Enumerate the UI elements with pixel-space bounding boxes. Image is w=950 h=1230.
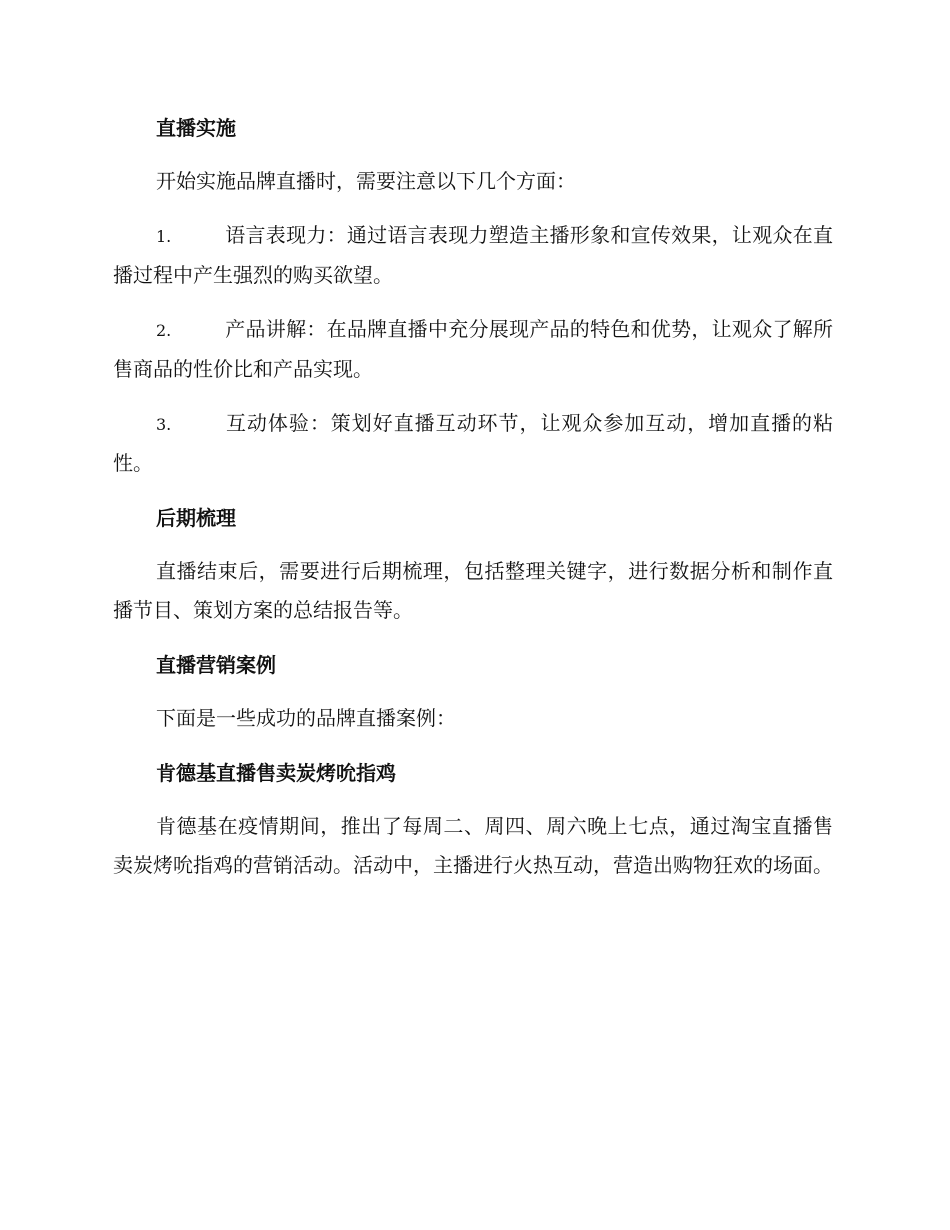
section-heading-kfc-case: 肯德基直播售卖炭烤吮指鸡 (156, 761, 396, 785)
list-text-1: 语言表现力：通过语言表现力塑造主播形象和宣传效果，让观众在直播过程中产生强烈的购买欲望。 (113, 223, 833, 287)
live-execution-intro: 开始实施品牌直播时，需要注意以下几个方面： (156, 169, 576, 193)
section-heading-post-review: 后期梳理 (156, 506, 236, 530)
list-number-1: 1. (156, 227, 172, 246)
list-item-3 (113, 404, 833, 483)
post-review-body: 直播结束后，需要进行后期梳理，包括整理关键字，进行数据分析和制作直播节目、策划方案的总结报告等。 (113, 559, 833, 622)
document-page (113, 108, 833, 900)
section-heading-cases: 直播营销案例 (156, 653, 276, 677)
list-number-3: 3. (156, 415, 172, 434)
cases-intro: 下面是一些成功的品牌直播案例： (156, 706, 456, 730)
list-text-2: 产品讲解：在品牌直播中充分展现产品的特色和优势，让观众了解所售商品的性价比和产品实现。 (113, 317, 833, 381)
kfc-case-body: 肯德基在疫情期间，推出了每周二、周四、周六晚上七点，通过淘宝直播售卖炭烤吮指鸡的营销活动。活动中，主播进行火热互动，营造出购物狂欢的场面。 (113, 814, 833, 877)
list-number-2: 2. (156, 321, 172, 340)
section-heading-live-execution: 直播实施 (156, 116, 236, 140)
list-item-1 (113, 216, 833, 295)
list-item-2 (113, 310, 833, 389)
list-text-3: 互动体验：策划好直播互动环节，让观众参加互动，增加直播的粘性。 (113, 411, 833, 475)
